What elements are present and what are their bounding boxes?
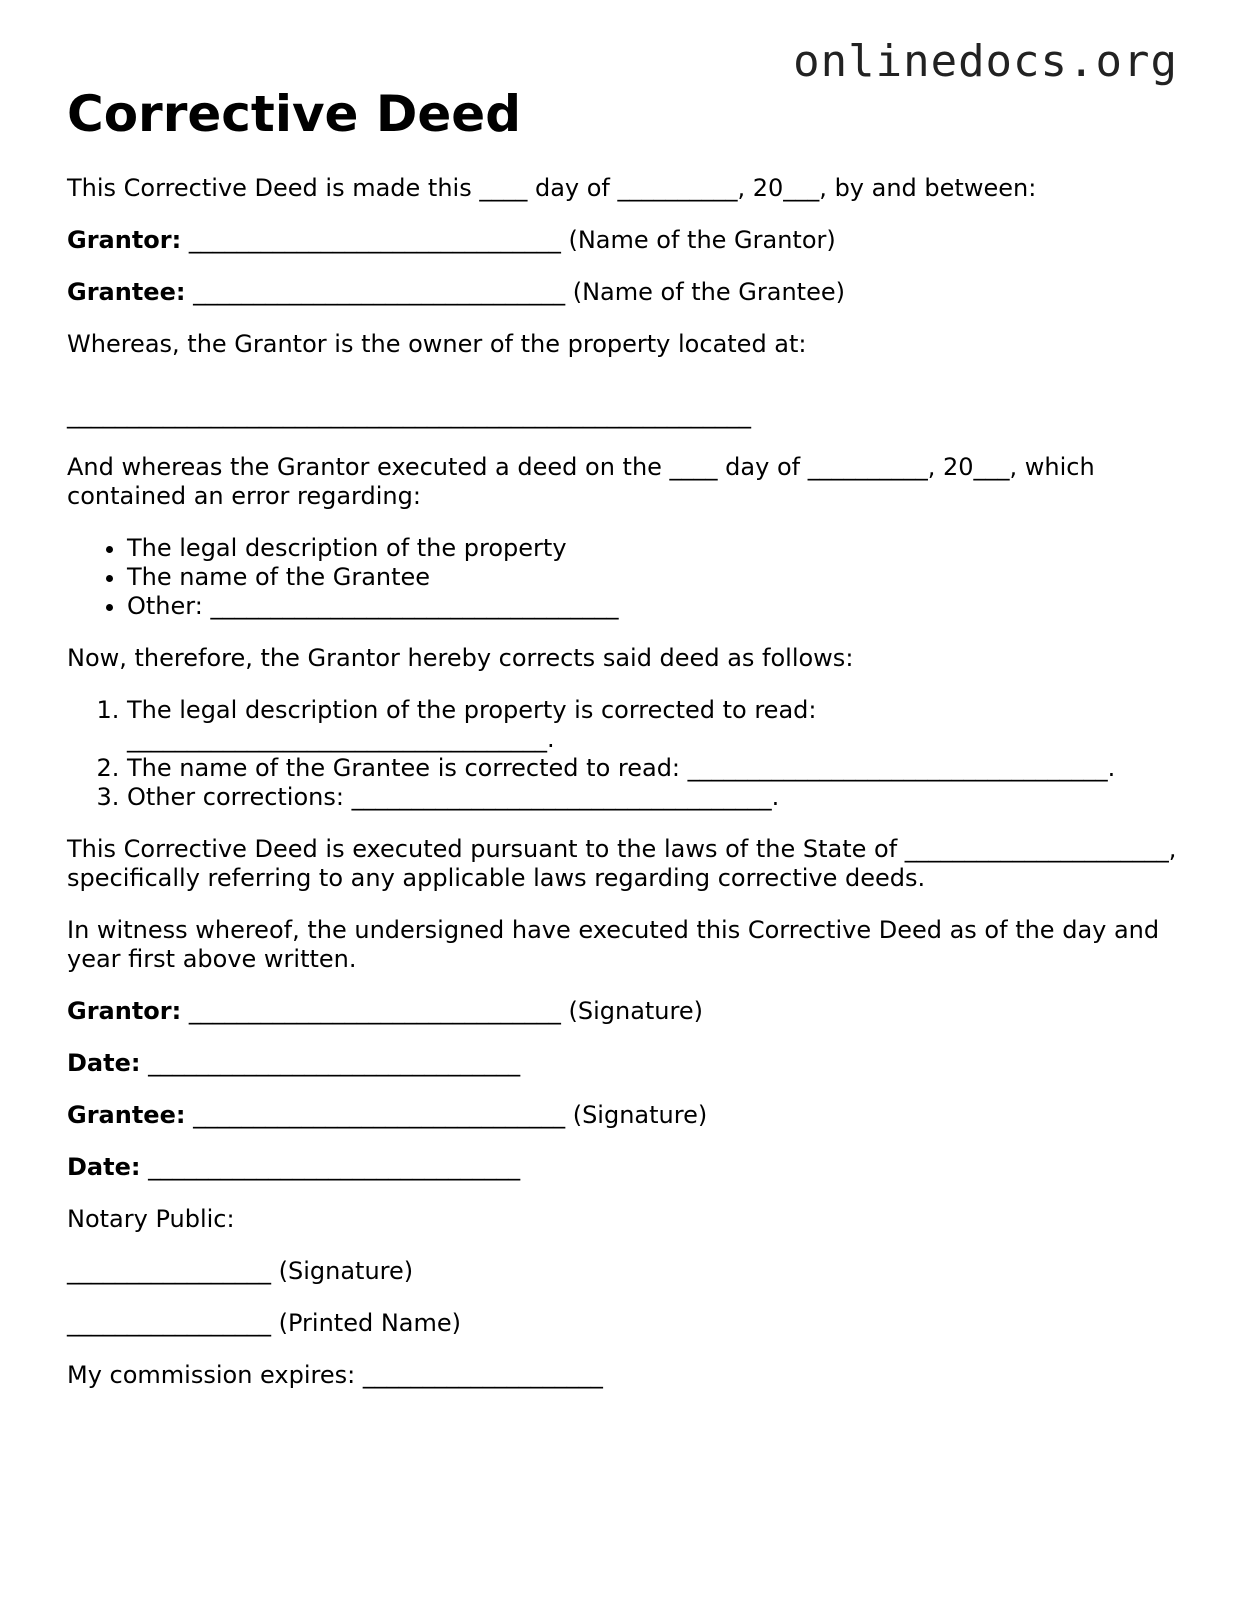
spacer <box>67 382 1177 401</box>
list-item: 3. Other corrections: ___________________________________. <box>127 783 1177 812</box>
watermark: onlinedocs.org <box>793 36 1178 87</box>
grantee-date-field <box>67 1153 1177 1182</box>
list-item: • Other: __________________________________ <box>127 592 1177 621</box>
grantee-signature-field <box>67 1101 1177 1130</box>
grantor-date-field <box>67 1049 1177 1078</box>
whereas-paragraph: Whereas, the Grantor is the owner of the property located at: <box>67 330 807 358</box>
grantee-label: Grantee: <box>67 278 186 306</box>
notary-signature-line: _________________ (Signature) <box>67 1257 414 1285</box>
and-whereas-paragraph: And whereas the Grantor executed a deed on the ____ day of __________, 20___, which contained an error regarding: <box>67 453 1095 510</box>
date-label: Date: <box>67 1153 141 1181</box>
document-body <box>67 174 1177 1413</box>
grantee-signature-label: Grantee: <box>67 1101 186 1129</box>
now-therefore-paragraph: Now, therefore, the Grantor hereby corrects said deed as follows: <box>67 644 854 672</box>
grantor-line: _______________________________ (Name of the Grantor) <box>181 226 836 254</box>
date-label: Date: <box>67 1049 141 1077</box>
executed-paragraph: This Corrective Deed is executed pursuant to the laws of the State of ______________________, specifically referring to any applicable laws regarding corrective deeds. <box>67 835 1177 892</box>
witness-paragraph: In witness whereof, the undersigned have executed this Corrective Deed as of the day and year first above written. <box>67 916 1160 973</box>
grantor-signature-field <box>67 997 1177 1026</box>
grantee-signature-line: _______________________________ (Signature) <box>185 1101 708 1129</box>
notary-printed-name-line: _________________ (Printed Name) <box>67 1309 461 1337</box>
grantee-line: _______________________________ (Name of the Grantee) <box>185 278 845 306</box>
document-title: Corrective Deed <box>67 85 521 143</box>
grantor-field <box>67 226 1177 255</box>
commission-expires-line: My commission expires: ____________________ <box>67 1361 603 1389</box>
list-item: 1. The legal description of the property is corrected to read: ___________________________________. <box>127 696 1177 754</box>
date-line: _______________________________ <box>140 1049 521 1077</box>
grantee-field <box>67 278 1177 307</box>
grantor-label: Grantor: <box>67 226 182 254</box>
intro-paragraph: This Corrective Deed is made this ____ day of __________, 20___, by and between: <box>67 174 1037 202</box>
corrections-list <box>67 696 1177 812</box>
list-item: • The name of the Grantee <box>127 563 1177 592</box>
date-line: _______________________________ <box>140 1153 521 1181</box>
list-item: • The legal description of the property <box>127 534 1177 563</box>
list-item: 2. The name of the Grantee is corrected to read: ___________________________________. <box>127 754 1177 783</box>
notary-heading: Notary Public: <box>67 1205 235 1233</box>
grantor-signature-line: _______________________________ (Signature) <box>181 997 703 1025</box>
grantor-signature-label: Grantor: <box>67 997 182 1025</box>
error-list <box>67 534 1177 621</box>
property-address-line: _________________________________________________________ <box>67 401 751 429</box>
